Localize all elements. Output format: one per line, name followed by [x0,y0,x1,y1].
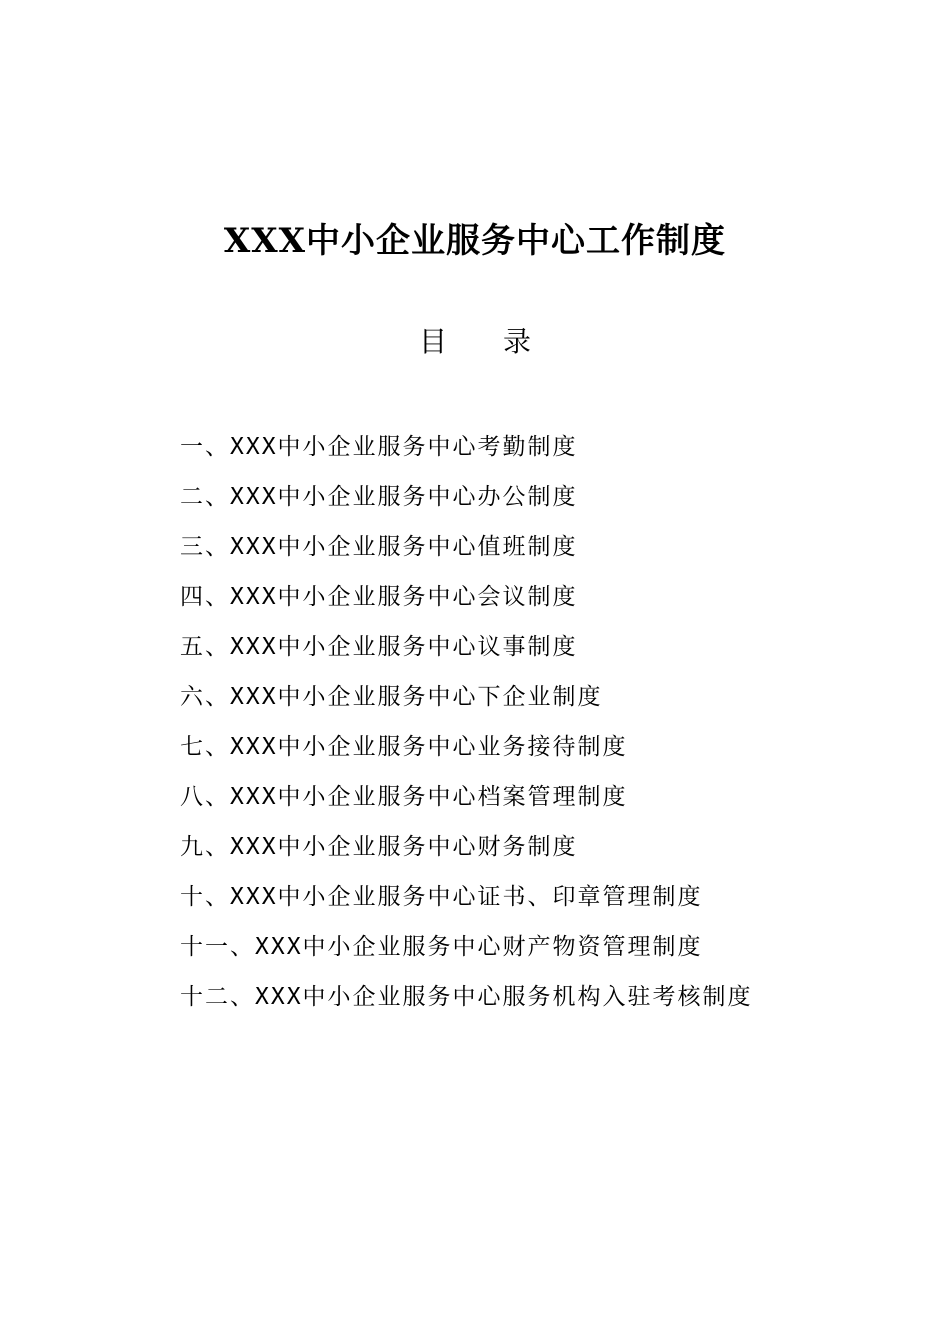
toc-item: 九、XXX中小企业服务中心财务制度 [180,834,578,860]
toc-heading-left: 目 [418,325,447,358]
toc-item: 一、XXX中小企业服务中心考勤制度 [180,434,578,460]
toc-item: 十、XXX中小企业服务中心证书、印章管理制度 [180,884,703,910]
toc-item: 二、XXX中小企业服务中心办公制度 [180,484,578,510]
toc-item: 八、XXX中小企业服务中心档案管理制度 [180,784,628,810]
toc-item: 十一、XXX中小企业服务中心财产物资管理制度 [180,934,703,960]
toc-item: 七、XXX中小企业服务中心业务接待制度 [180,734,628,760]
document-title: XXX中小企业服务中心工作制度 [223,221,727,261]
toc-list [180,422,753,1022]
toc-heading [0,322,950,362]
toc-item: 四、XXX中小企业服务中心会议制度 [180,584,578,610]
toc-heading-right: 录 [503,325,532,358]
toc-item: 三、XXX中小企业服务中心值班制度 [180,534,578,560]
toc-item: 十二、XXX中小企业服务中心服务机构入驻考核制度 [180,984,753,1010]
toc-item: 五、XXX中小企业服务中心议事制度 [180,634,578,660]
toc-item: 六、XXX中小企业服务中心下企业制度 [180,684,603,710]
